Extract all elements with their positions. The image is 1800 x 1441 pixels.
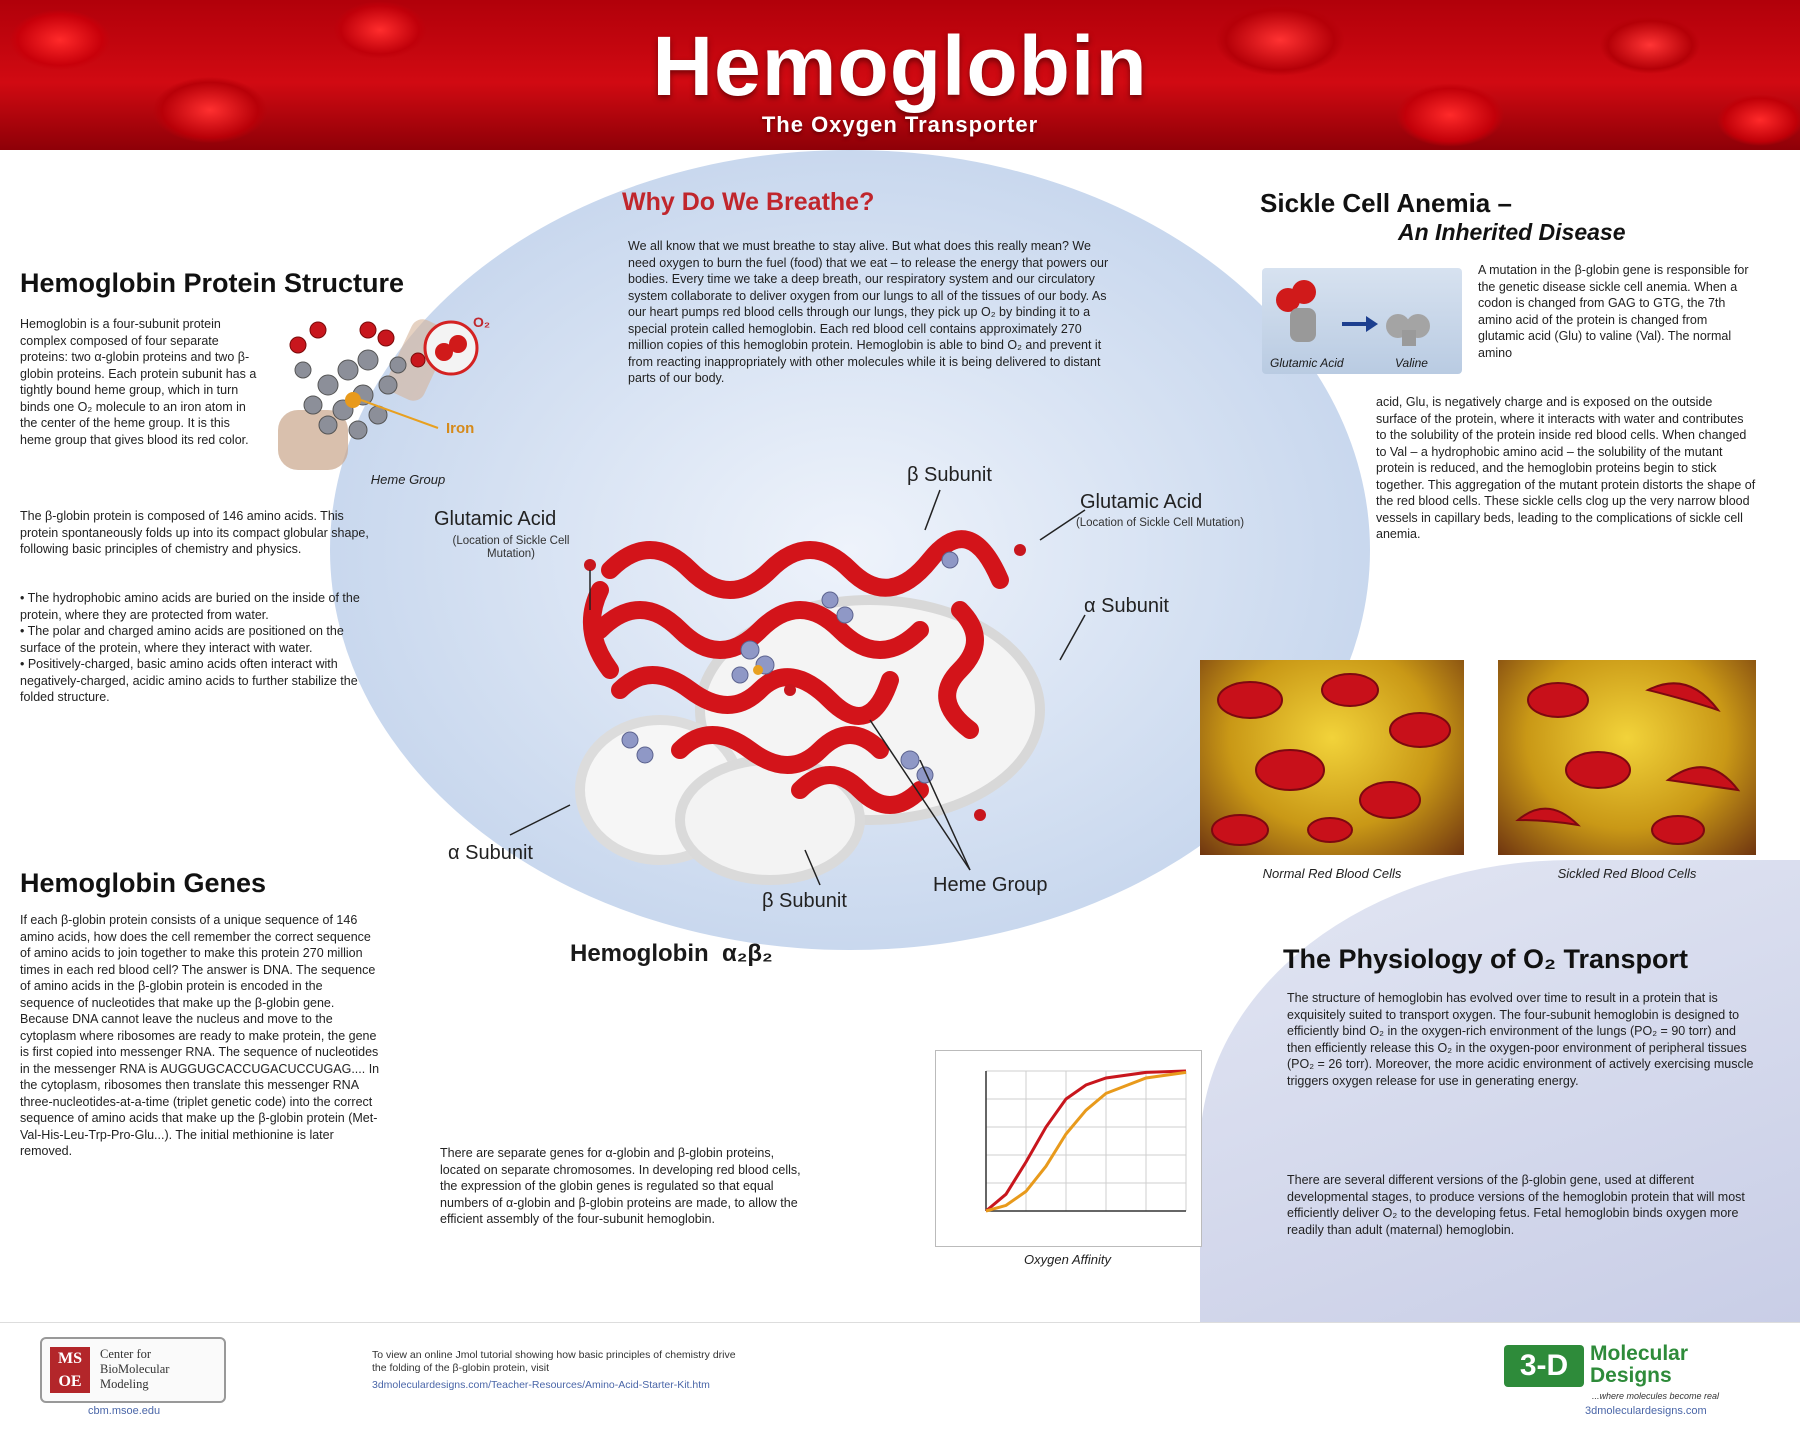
poster-title: Hemoglobin	[652, 19, 1148, 113]
msoe-url-link[interactable]: cbm.msoe.edu	[88, 1405, 161, 1417]
msoe-name-line: Modeling	[100, 1377, 149, 1391]
brand-url-link[interactable]: 3dmoleculardesigns.com	[1585, 1405, 1707, 1417]
sickle-text-right: A mutation in the β-globin gene is responsible for the genetic disease sickle cell anemia. When a codon is changed from GAG to GTG, the 7th amino acid of the protein is changed from glutamic acid (Glu) to valine (Val). The normal amino	[1478, 263, 1749, 360]
normal-cells-icon	[1200, 660, 1464, 855]
brand-name-line: Molecular	[1590, 1342, 1689, 1365]
msoe-logo-icon: MS OE	[50, 1347, 90, 1393]
brand-name	[1590, 1343, 1688, 1387]
glutamic-acid-caption: Glutamic Acid	[1270, 356, 1344, 370]
heme-caption: Heme Group	[370, 472, 446, 487]
sickle-heading: Sickle Cell Anemia –	[1260, 188, 1512, 218]
bullet-item: • The polar and charged amino acids are positioned on the surface of the protein, where they interact with water.	[20, 624, 344, 655]
glutamic-acid-left-note: (Location of Sickle Cell Mutation)	[452, 535, 570, 560]
sickle-text-full: acid, Glu, is negatively charge and is exposed on the outside surface of the protein, where it interacts with water and contributes to the solubility of the protein inside red blood cells. When changed to Val – a hydrophobic amino acid – the solubility of the mutant protein is reduced, and the hemoglobin proteins begin to stick together. This aggregation of the mutant protein distorts the shape of the red blood cells. These sickle cells clog up the very narrow blood vessels in capillary beds, leading to the complications of sickle cell anemia.	[1376, 395, 1756, 541]
sickle-paragraph-right	[1478, 262, 1753, 361]
breathe-text: We all know that we must breathe to stay alive. But what does this really mean? We need oxygen to burn the fuel (food) that we eat – to release the energy that powers our bodies. Every time we take a deep breath, our respiratory system and our circulatory system collaborate to deliver oxygen from our lungs to all of the tissues of our body. As our heart pumps red blood cells through our lungs, they pick up O₂ by binding it to a special protein called hemoglobin. Each red blood cell contains approximately 270 million copies of this hemoglobin protein. Hemoglobin is able to bind O₂ and prevent it from reacting inappropriately with other molecules while it is being delivered to distant parts of our body.	[628, 239, 1109, 385]
normal-rbc-caption: Normal Red Blood Cells	[1262, 866, 1402, 881]
alpha-subunit-left-label: α Subunit	[448, 842, 533, 864]
breathe-heading: Why Do We Breathe?	[622, 188, 875, 216]
glutamic-acid-left-label: Glutamic Acid	[434, 508, 557, 530]
beta-subunit-top-label: β Subunit	[907, 464, 992, 486]
beta-subunit-bottom-label: β Subunit	[762, 890, 847, 912]
glutamic-acid-right-note: (Location of Sickle Cell Mutation)	[1075, 517, 1245, 529]
series-line	[986, 1071, 1186, 1211]
footer	[0, 1322, 1800, 1441]
hemoglobin-formula: Hemoglobin α₂β₂	[570, 940, 773, 967]
genes-text: If each β-globin protein consists of a unique sequence of 146 amino acids, how does the cell remember the correct sequence of amino acids to join together to make this protein 270 million times in each red blood cell? The answer is DNA. The sequence of amino acids in the β-globin protein is encoded in the sequence of nucleotides that make up the β-globin gene. Because DNA cannot leave the nucleus and move to the cytoplasm where ribosomes are ready to make protein, the gene is first copied into messenger RNA. The sequence of nucleotides in the messenger RNA is AUGGUGCACCUGACUCCUGAG.... In the cytoplasm, ribosomes then translate this messenger RNA three-nucleotides-at-a-time (triplet genetic code) into the correct sequence of amino acids that make up the β-globin protein (Met-Val-His-Leu-Trp-Pro-Glu...). The initial methionine is later removed.	[20, 913, 380, 1158]
o2-label: O₂	[473, 314, 491, 330]
genes-heading: Hemoglobin Genes	[20, 868, 267, 898]
sickled-rbc-caption: Sickled Red Blood Cells	[1557, 866, 1697, 881]
poster-subtitle: The Oxygen Transporter	[761, 112, 1039, 137]
heme-group-label: Heme Group	[933, 874, 1048, 896]
physiology-paragraph-2	[1287, 1172, 1757, 1238]
structure-text-1: Hemoglobin is a four-subunit protein complex composed of four separate proteins: two α-globin proteins and two β-globin proteins. Each protein subunit has a tightly bound heme group, which in turn binds one O₂ molecule to an iron atom in the center of the heme group. It is this heme group that gives blood its red color.	[20, 317, 257, 447]
genes-paragraph-2	[440, 1145, 810, 1228]
tutorial-note: To view an online Jmol tutorial showing how basic principles of chemistry drive the folding of the β-globin protein, visit	[372, 1349, 736, 1374]
alpha-subunit-right-label: α Subunit	[1084, 595, 1169, 617]
glu-val-illustration	[1262, 268, 1462, 374]
msoe-name-line: BioMolecular	[100, 1362, 170, 1376]
physiology-text-2: There are several different versions of the β-globin gene, used at different developmental stages, to produce versions of the hemoglobin protein that will most efficiently deliver O₂ to the developing fetus. Fetal hemoglobin binds oxygen more readily than adult (maternal) hemoglobin.	[1287, 1173, 1745, 1237]
brand-name-line: Designs	[1590, 1364, 1672, 1387]
msoe-center-name	[100, 1347, 169, 1392]
valine-caption: Valine	[1395, 356, 1428, 370]
3d-logo-icon: 3-D	[1504, 1345, 1584, 1387]
sickle-paragraph-full	[1376, 394, 1756, 543]
brand-tagline: ...where molecules become real	[1592, 1391, 1720, 1401]
physiology-heading: The Physiology of O₂ Transport	[1283, 944, 1689, 974]
bullet-item: • The hydrophobic amino acids are buried on the inside of the protein, where they are protected from water.	[20, 591, 360, 622]
sickled-cells-icon	[1498, 660, 1756, 855]
oxygen-affinity-chart	[935, 1050, 1202, 1247]
sickled-rbc-image	[1498, 660, 1756, 855]
oxygen-affinity-plot	[936, 1051, 1201, 1246]
bullet-item: • Positively-charged, basic amino acids often interact with negatively-charged, acidic amino acids to further stabilize the folded structure.	[20, 657, 358, 704]
normal-rbc-image	[1200, 660, 1464, 855]
chart-caption: Oxygen Affinity	[1024, 1252, 1111, 1267]
structure-text-2: The β-globin protein is composed of 146 amino acids. This protein spontaneously folds up into its compact globular shape, following basic principles of chemistry and physics.	[20, 509, 369, 556]
series-line	[986, 1072, 1186, 1211]
glutamic-acid-right-label: Glutamic Acid	[1080, 491, 1203, 513]
structure-heading: Hemoglobin Protein Structure	[20, 268, 405, 298]
msoe-logo-box	[40, 1337, 226, 1403]
physiology-paragraph-1	[1287, 990, 1757, 1089]
iron-label: Iron	[446, 420, 475, 437]
physiology-text-1: The structure of hemoglobin has evolved over time to result in a protein that is exquisitely suited to transport oxygen. The four-subunit hemoglobin is designed to efficiently bind O₂ in the oxygen-rich environment of the lungs (PO₂ = 90 torr) and then efficiently release this O₂ in the oxygen-poor environment of peripheral tissues (PO₂ = 26 torr). Moreover, the more acidic environment of actively exercising muscle triggers oxygen release for use in generating energy.	[1287, 991, 1754, 1088]
tutorial-link[interactable]: 3dmoleculardesigns.com/Teacher-Resources/Amino-Acid-Starter-Kit.htm	[372, 1379, 710, 1391]
genes-paragraph	[20, 912, 380, 1160]
msoe-name-line: Center for	[100, 1347, 152, 1361]
genes-text-2: There are separate genes for α-globin and β-globin proteins, located on separate chromosomes. In developing red blood cells, the expression of the globin genes is regulated so that equal numbers of α-globin and β-globin proteins are made, to allow the efficient assembly of the four-subunit hemoglobin.	[440, 1146, 801, 1226]
sickle-subheading: An Inherited Disease	[1398, 219, 1626, 245]
